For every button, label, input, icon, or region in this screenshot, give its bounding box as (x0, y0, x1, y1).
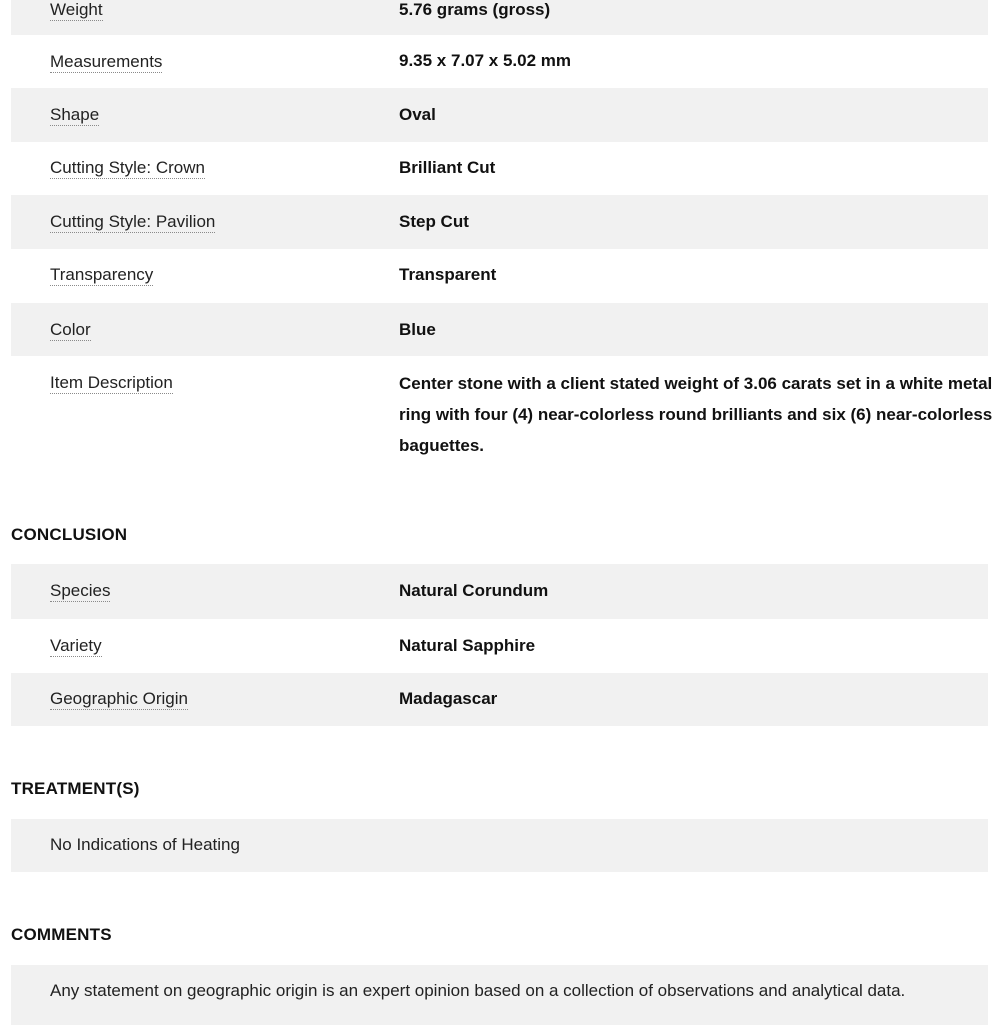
shape-label[interactable]: Shape (50, 105, 100, 124)
color-value: Blue (399, 320, 436, 339)
shape-value: Oval (399, 105, 436, 124)
geographic-origin-label[interactable]: Geographic Origin (50, 689, 188, 708)
transparency-label[interactable]: Transparency (50, 265, 154, 284)
species-value: Natural Corundum (399, 581, 549, 600)
treatment-text: No Indications of Heating (50, 835, 240, 854)
conclusion-row-origin (11, 673, 988, 726)
comments-row (11, 965, 988, 1025)
measurements-label[interactable]: Measurements (50, 52, 163, 71)
pavilion-label[interactable]: Cutting Style: Pavilion (50, 212, 216, 231)
weight-value: 5.76 grams (gross) (399, 0, 551, 19)
color-label[interactable]: Color (50, 320, 91, 339)
measurements-value: 9.35 x 7.07 x 5.02 mm (399, 51, 572, 70)
pavilion-value: Step Cut (399, 212, 469, 231)
crown-label[interactable]: Cutting Style: Crown (50, 158, 205, 177)
treatments-row (11, 819, 988, 872)
details-row-pavilion (11, 195, 988, 249)
treatments-heading: TREATMENT(S) (11, 779, 140, 798)
details-row-crown (11, 142, 988, 195)
crown-value: Brilliant Cut (399, 158, 496, 177)
details-row-measurements (11, 35, 988, 88)
transparency-value: Transparent (399, 265, 497, 284)
weight-label[interactable]: Weight (50, 0, 103, 19)
conclusion-row-variety (11, 619, 988, 673)
details-row-color (11, 303, 988, 356)
variety-label[interactable]: Variety (50, 636, 102, 655)
species-label[interactable]: Species (50, 581, 111, 600)
details-row-item-description (11, 356, 993, 472)
conclusion-row-species (11, 564, 988, 619)
details-row-weight (11, 0, 988, 35)
conclusion-heading: CONCLUSION (11, 525, 128, 544)
item-description-value: Center stone with a client stated weight of 3.06 carats set in a white metal ring with four (4) near-colorless round brilliants and six (6) near-colorless baguettes. (399, 374, 993, 455)
geographic-origin-value: Madagascar (399, 689, 498, 708)
comments-text: Any statement on geographic origin is an expert opinion based on a collection of observations and analytical data. (50, 981, 906, 1000)
comments-heading: COMMENTS (11, 925, 112, 944)
item-description-label[interactable]: Item Description (50, 373, 173, 392)
details-row-shape (11, 88, 988, 142)
details-row-transparency (11, 249, 988, 303)
variety-value: Natural Sapphire (399, 636, 536, 655)
